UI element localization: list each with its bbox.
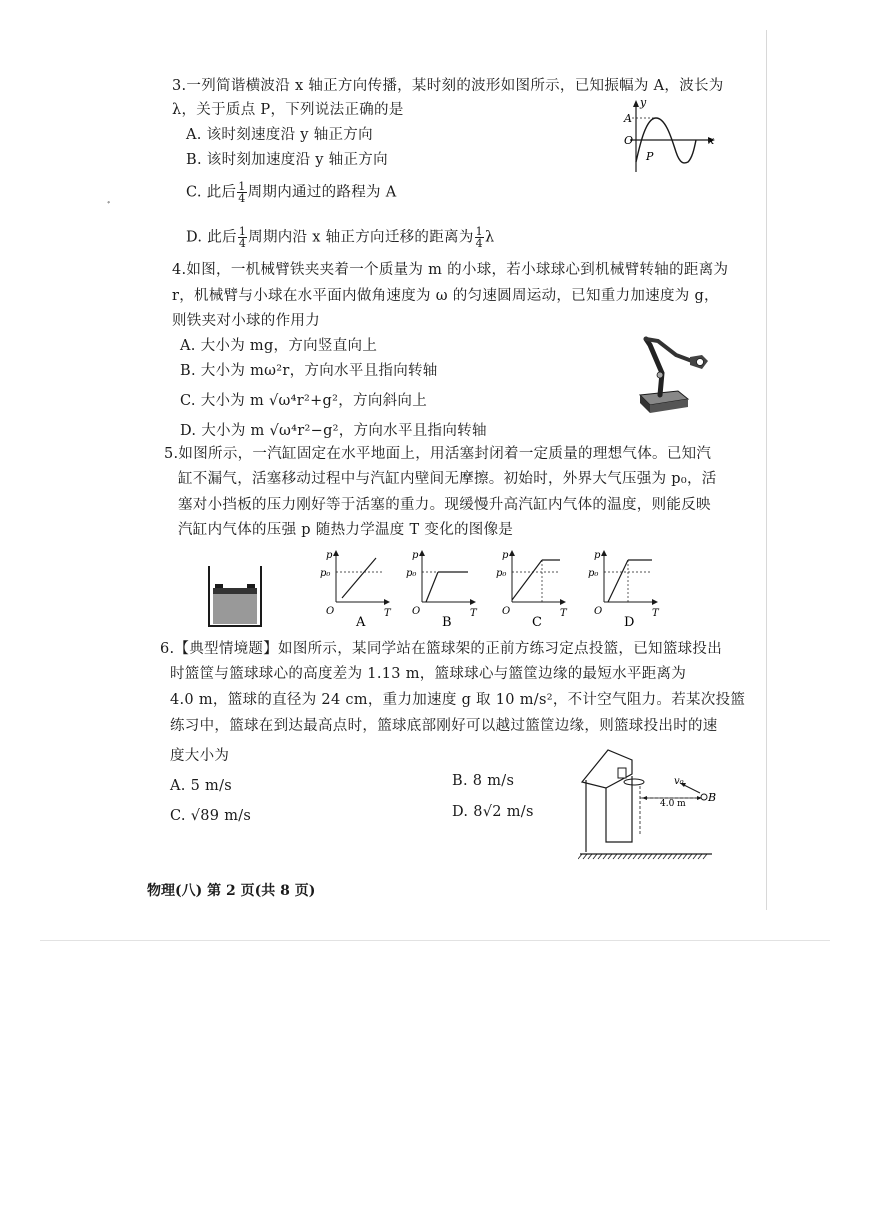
q6-option-c: C. √89 m/s [170, 808, 252, 824]
hatch-line [623, 854, 627, 859]
ball-b [701, 794, 707, 800]
p-label: p [594, 550, 601, 561]
origin-label: O [326, 606, 335, 617]
t-axis-arrow [560, 599, 566, 605]
pt-line-rise [426, 572, 438, 602]
p-axis-arrow [509, 550, 515, 556]
q3-option-d-prefix: D. 此后 [186, 229, 237, 246]
origin-label: O [412, 606, 421, 617]
page-divider [40, 940, 830, 941]
fraction-numerator: 1 [475, 225, 483, 238]
hatch-line [618, 854, 622, 859]
cylinder-figure [205, 564, 265, 628]
robot-arm-figure [636, 333, 716, 415]
hatch-line [668, 854, 672, 859]
q5-stem-line1: 5.如图所示，一汽缸固定在水平地面上，用活塞封闭着一定质量的理想气体。已知汽 [164, 446, 712, 462]
wave-figure [620, 98, 720, 174]
hatch-line [593, 854, 597, 859]
hatch-line [698, 854, 702, 859]
y-label: y [640, 98, 647, 109]
left-stopper [215, 584, 223, 588]
hatch-line [688, 854, 692, 859]
q3-option-d-suffix: λ [484, 229, 495, 246]
pt-line-rise [608, 560, 628, 602]
p-label: p [502, 550, 509, 561]
margin-line [766, 30, 767, 910]
v0-label: v₀ [674, 776, 684, 787]
hatch-line [608, 854, 612, 859]
hatch-line [633, 854, 637, 859]
ground-hatch [578, 854, 707, 859]
q6-option-a: A. 5 m/s [170, 778, 232, 794]
q6-option-d: D. 8√2 m/s [452, 804, 534, 820]
p-axis-arrow [333, 550, 339, 556]
q4-stem-line2: r，机械臂与小球在水平面内做角速度为 ω 的匀速圆周运动，已知重力加速度为 g， [172, 288, 719, 304]
hatch-line [683, 854, 687, 859]
hatch-line [673, 854, 677, 859]
p-axis-arrow [601, 550, 607, 556]
x-label: x [708, 134, 715, 147]
pt-graph-c [494, 546, 574, 628]
hatch-line [643, 854, 647, 859]
hatch-line [603, 854, 607, 859]
q3-option-d-middle: 周期内沿 x 轴正方向迁移的距离为 [248, 229, 474, 246]
t-axis-arrow [470, 599, 476, 605]
q4-option-a: A. 大小为 mg，方向竖直向上 [180, 338, 378, 354]
t-label: T [384, 608, 391, 619]
q4-option-b: B. 大小为 mω²r，方向水平且指向转轴 [180, 363, 438, 379]
q4-option-d: D. 大小为 m √ω⁴r²−g²，方向水平且指向转轴 [180, 423, 487, 439]
distance-label: 4.0 m [660, 799, 686, 809]
hatch-line [653, 854, 657, 859]
t-label: T [652, 608, 659, 619]
graph-option-label: D [624, 615, 635, 628]
graph-option-label: C [532, 615, 542, 628]
hatch-line [658, 854, 662, 859]
q6-stem-line5: 度大小为 [170, 748, 230, 764]
distance-arrowhead-left [642, 796, 647, 800]
p-label: p [326, 550, 333, 561]
q4-option-c: C. 大小为 m √ω⁴r²+g²，方向斜向上 [180, 393, 428, 409]
fraction-denominator: 4 [475, 237, 483, 250]
backboard-box [618, 768, 626, 778]
piston [213, 588, 257, 594]
p0-label: p₀ [496, 568, 507, 579]
p-axis-arrow [419, 550, 425, 556]
q3-option-b: B. 该时刻加速度沿 y 轴正方向 [186, 152, 388, 168]
hatch-line [663, 854, 667, 859]
small-ball [697, 359, 704, 366]
hatch-line [678, 854, 682, 859]
q6-stem-line1: 6.【典型情境题】如图所示，某同学站在篮球架的正前方练习定点投篮，已知篮球投出 [160, 641, 723, 657]
fraction-denominator: 4 [238, 192, 246, 205]
q6-stem-line4: 练习中，篮球在到达最高点时，篮球底部刚好可以越过篮筐边缘，则篮球投出时的速 [170, 718, 718, 734]
hatch-line [648, 854, 652, 859]
arm-lower [646, 339, 662, 395]
pt-line [342, 558, 376, 598]
hatch-line [628, 854, 632, 859]
t-axis-arrow [384, 599, 390, 605]
pt-line-rise [512, 560, 542, 600]
fraction-denominator: 4 [238, 237, 247, 250]
q3-stem-line1: 3.一列简谐横波沿 x 轴正方向传播，某时刻的波形如图所示，已知振幅为 A，波长为 [172, 78, 724, 94]
q4-stem-line3: 则铁夹对小球的作用力 [172, 313, 320, 329]
q3-option-c-prefix: C. 此后 [186, 184, 237, 201]
basketball-figure [578, 746, 718, 860]
q3-option-a: A. 该时刻速度沿 y 轴正方向 [186, 127, 373, 143]
arm-joint [657, 372, 663, 378]
t-axis-arrow [652, 599, 658, 605]
graph-option-label: A [356, 615, 366, 628]
q4-stem-line1: 4.如图，一机械臂铁夹夹着一个质量为 m 的小球，若小球球心到机械臂转轴的距离为 [172, 262, 729, 278]
t-label: T [560, 608, 567, 619]
q6-option-b: B. 8 m/s [452, 773, 515, 789]
origin-label: O [624, 134, 634, 147]
hatch-line [703, 854, 707, 859]
amplitude-label: A [624, 112, 632, 125]
origin-label: O [502, 606, 511, 617]
p0-label: p₀ [320, 568, 331, 579]
b-label: B [708, 791, 717, 804]
q3-option-c [186, 181, 397, 204]
stray-mark: ﾞ [107, 202, 112, 213]
gas-region [213, 594, 257, 624]
p0-label: p₀ [406, 568, 417, 579]
q5-stem-line4: 汽缸内气体的压强 p 随热力学温度 T 变化的图像是 [178, 522, 514, 538]
hatch-line [613, 854, 617, 859]
fraction [238, 226, 247, 249]
hatch-line [693, 854, 697, 859]
q3-option-d [186, 226, 494, 249]
pt-graph-b [404, 546, 484, 628]
fraction [237, 181, 246, 204]
hatch-line [598, 854, 602, 859]
right-stopper [247, 584, 255, 588]
q5-stem-line3: 塞对小挡板的压力刚好等于活塞的重力。现缓慢升高汽缸内气体的温度，则能反映 [178, 497, 711, 513]
hoop [624, 779, 644, 785]
pt-graph-a [318, 546, 398, 628]
page-footer: 物理(八) 第 2 页(共 8 页) [147, 883, 316, 899]
fraction-numerator: 1 [238, 225, 247, 238]
point-p-label: P [646, 150, 654, 163]
q3-stem-line2: λ，关于质点 P，下列说法正确的是 [172, 102, 404, 118]
q5-stem-line2: 缸不漏气，活塞移动过程中与汽缸内壁间无摩擦。初始时，外界大气压强为 p₀，活 [178, 471, 717, 487]
q3-option-c-suffix: 周期内通过的路程为 A [247, 184, 397, 201]
hatch-line [578, 854, 582, 859]
hatch-line [638, 854, 642, 859]
fraction-numerator: 1 [238, 180, 246, 193]
q6-stem-line3: 4.0 m，篮球的直径为 24 cm，重力加速度 g 取 10 m/s²，不计空气阻力。若某次投篮 [170, 692, 746, 708]
pt-graph-d [586, 546, 666, 628]
y-axis-arrow [633, 100, 639, 107]
graph-option-label: B [442, 615, 452, 628]
origin-label: O [594, 606, 603, 617]
hatch-line [588, 854, 592, 859]
p-label: p [412, 550, 419, 561]
fraction [475, 226, 484, 249]
hatch-line [583, 854, 587, 859]
t-label: T [470, 608, 477, 619]
p0-label: p₀ [588, 568, 599, 579]
q6-stem-line2: 时篮筐与篮球球心的高度差为 1.13 m，篮球球心与篮筐边缘的最短水平距离为 [170, 666, 687, 682]
